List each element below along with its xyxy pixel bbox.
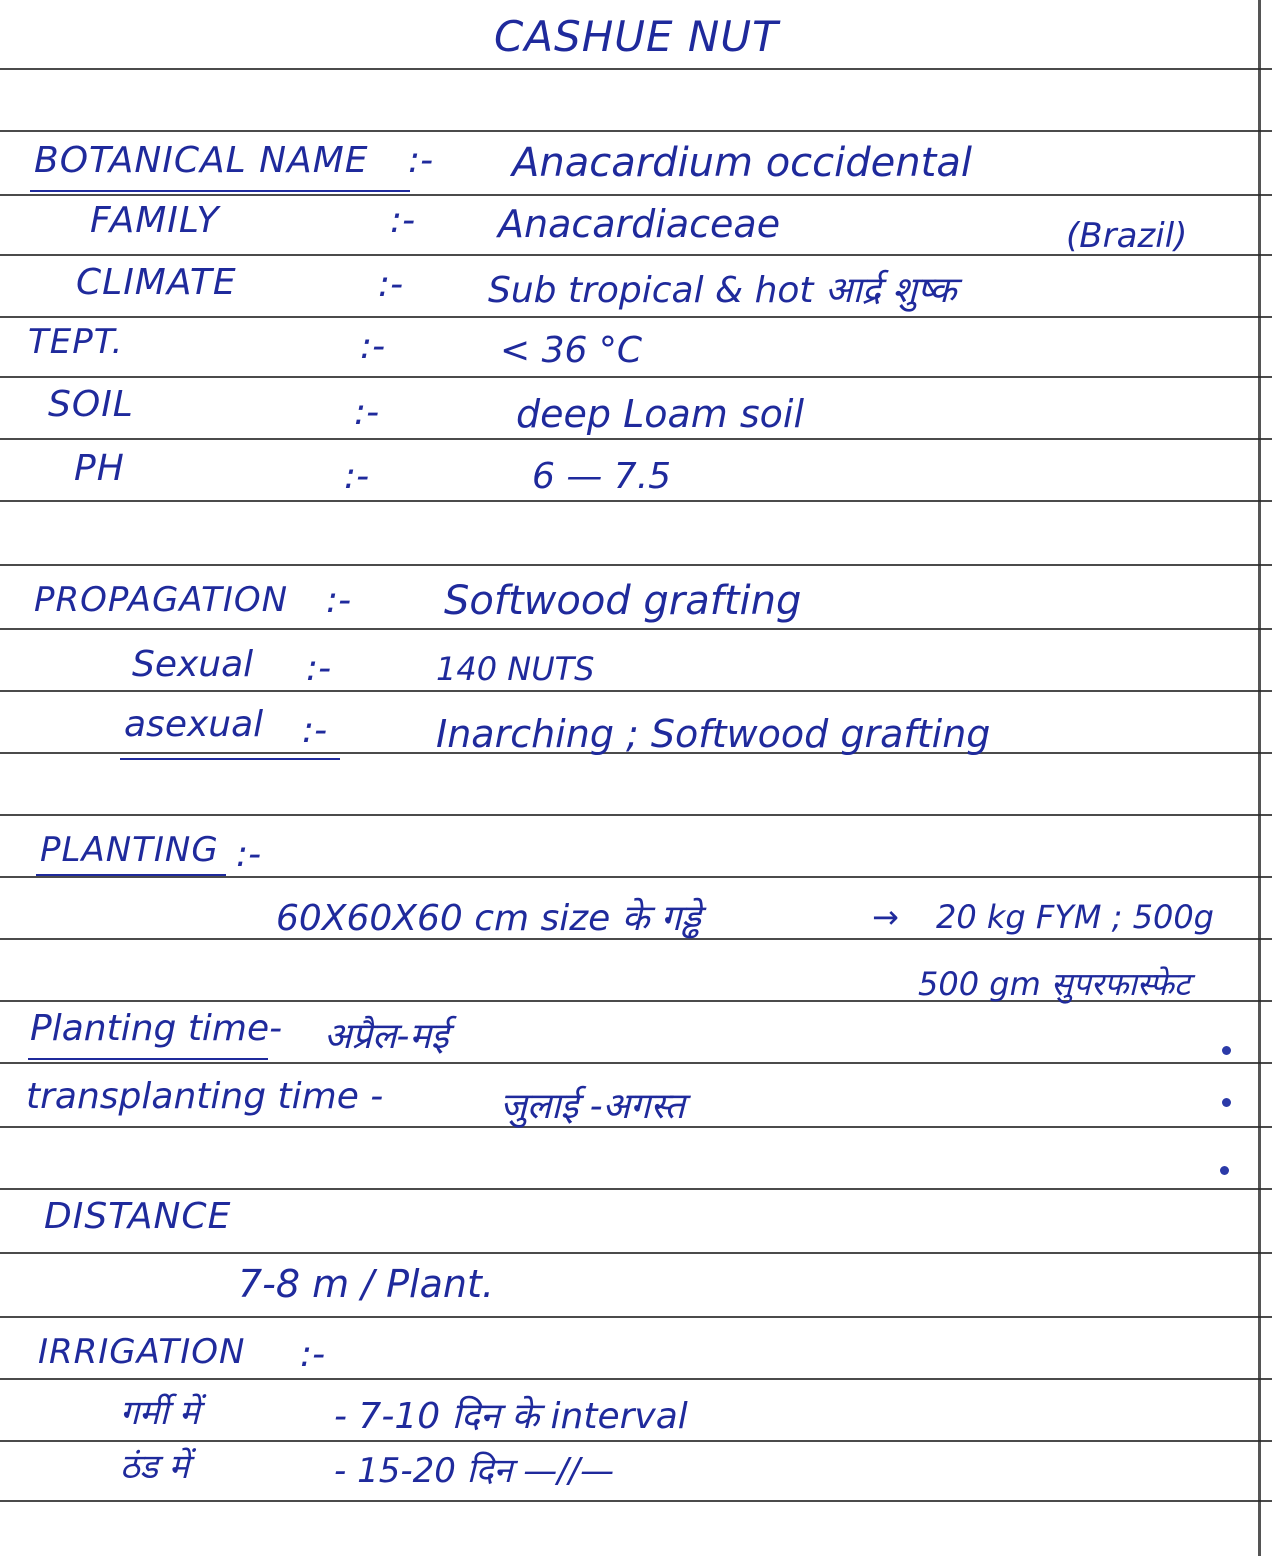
irrigation-heading: IRRIGATION [38, 1332, 246, 1372]
separator: :- [344, 456, 370, 497]
ruled-line [0, 628, 1272, 630]
ruled-line [0, 690, 1272, 692]
winter-label: ठंड में [120, 1447, 190, 1487]
winter-interval: - 15-20 दिन —//— [334, 1451, 615, 1491]
propagation-heading: PROPAGATION [34, 580, 289, 620]
ruled-line [0, 1500, 1272, 1502]
ruled-line [0, 68, 1272, 70]
manure-text: 20 kg FYM ; 500g [936, 898, 1214, 936]
margin-dot [1220, 1166, 1229, 1175]
ruled-line [0, 194, 1272, 196]
margin-line [1258, 0, 1261, 1556]
botanical-name-value: Anacardium occidental [512, 140, 972, 186]
summer-label: गर्मी में [120, 1393, 200, 1433]
ruled-line [0, 130, 1272, 132]
separator: :- [302, 710, 328, 751]
separator: :- [236, 834, 262, 875]
ph-label: PH [74, 448, 125, 489]
separator: :- [390, 200, 416, 241]
family-label: FAMILY [90, 200, 220, 241]
ruled-line [0, 316, 1272, 318]
page-title: CASHUE NUT [494, 12, 779, 61]
temperature-label: TEPT. [28, 322, 124, 362]
ruled-line [0, 1252, 1272, 1254]
ruled-line [0, 564, 1272, 566]
distance-heading: DISTANCE [44, 1196, 232, 1237]
label-underline [28, 1058, 268, 1060]
transplanting-time-label: transplanting time - [26, 1076, 384, 1117]
margin-dot [1222, 1098, 1231, 1107]
ruled-line [0, 1440, 1272, 1442]
summer-interval: - 7-10 दिन के interval [334, 1396, 688, 1437]
propagation-value: Softwood grafting [444, 578, 802, 624]
ruled-line [0, 376, 1272, 378]
separator: :- [378, 264, 404, 305]
label-underline [120, 758, 340, 760]
planting-time-label: Planting time- [30, 1008, 283, 1049]
heading-underline [30, 190, 410, 192]
margin-dot [1222, 1046, 1231, 1055]
ruled-line [0, 876, 1272, 878]
ruled-line [0, 1316, 1272, 1318]
climate-label: CLIMATE [76, 262, 237, 303]
transplanting-time-value: जुलाई -अगस्त [500, 1086, 685, 1127]
temperature-value: < 36 °C [500, 330, 642, 371]
ph-value: 6 — 7.5 [532, 456, 672, 497]
superphosphate-text: 500 gm सुपरफास्फेट [918, 965, 1191, 1003]
botanical-name-label: BOTANICAL NAME [34, 140, 369, 181]
separator: :- [300, 1334, 326, 1375]
soil-value: deep Loam soil [516, 392, 805, 436]
planting-time-value: अप्रैल-मई [324, 1016, 449, 1057]
ruled-line [0, 1378, 1272, 1380]
ruled-line [0, 500, 1272, 502]
ruled-line [0, 814, 1272, 816]
sexual-label: Sexual [132, 644, 254, 685]
separator: :- [326, 580, 352, 621]
heading-underline [36, 874, 226, 876]
ruled-line [0, 1188, 1272, 1190]
arrow: → [872, 898, 899, 936]
separator: :- [306, 648, 332, 689]
ruled-line [0, 438, 1272, 440]
family-origin-note: (Brazil) [1066, 216, 1188, 256]
pit-size-text: 60X60X60 cm size के गड्ढे [276, 898, 701, 939]
distance-value: 7-8 m / Plant. [238, 1262, 494, 1306]
soil-label: SOIL [48, 384, 134, 425]
separator: :- [408, 140, 434, 181]
planting-heading: PLANTING [40, 830, 219, 870]
asexual-label: asexual [124, 704, 264, 745]
separator: :- [360, 326, 386, 367]
ruled-line [0, 1062, 1272, 1064]
family-value: Anacardiaceae [498, 202, 781, 246]
asexual-value: Inarching ; Softwood grafting [436, 712, 991, 756]
sexual-value: 140 NUTS [436, 650, 595, 688]
separator: :- [354, 392, 380, 433]
climate-value: Sub tropical & hot आर्द्र शुष्क [488, 270, 957, 311]
